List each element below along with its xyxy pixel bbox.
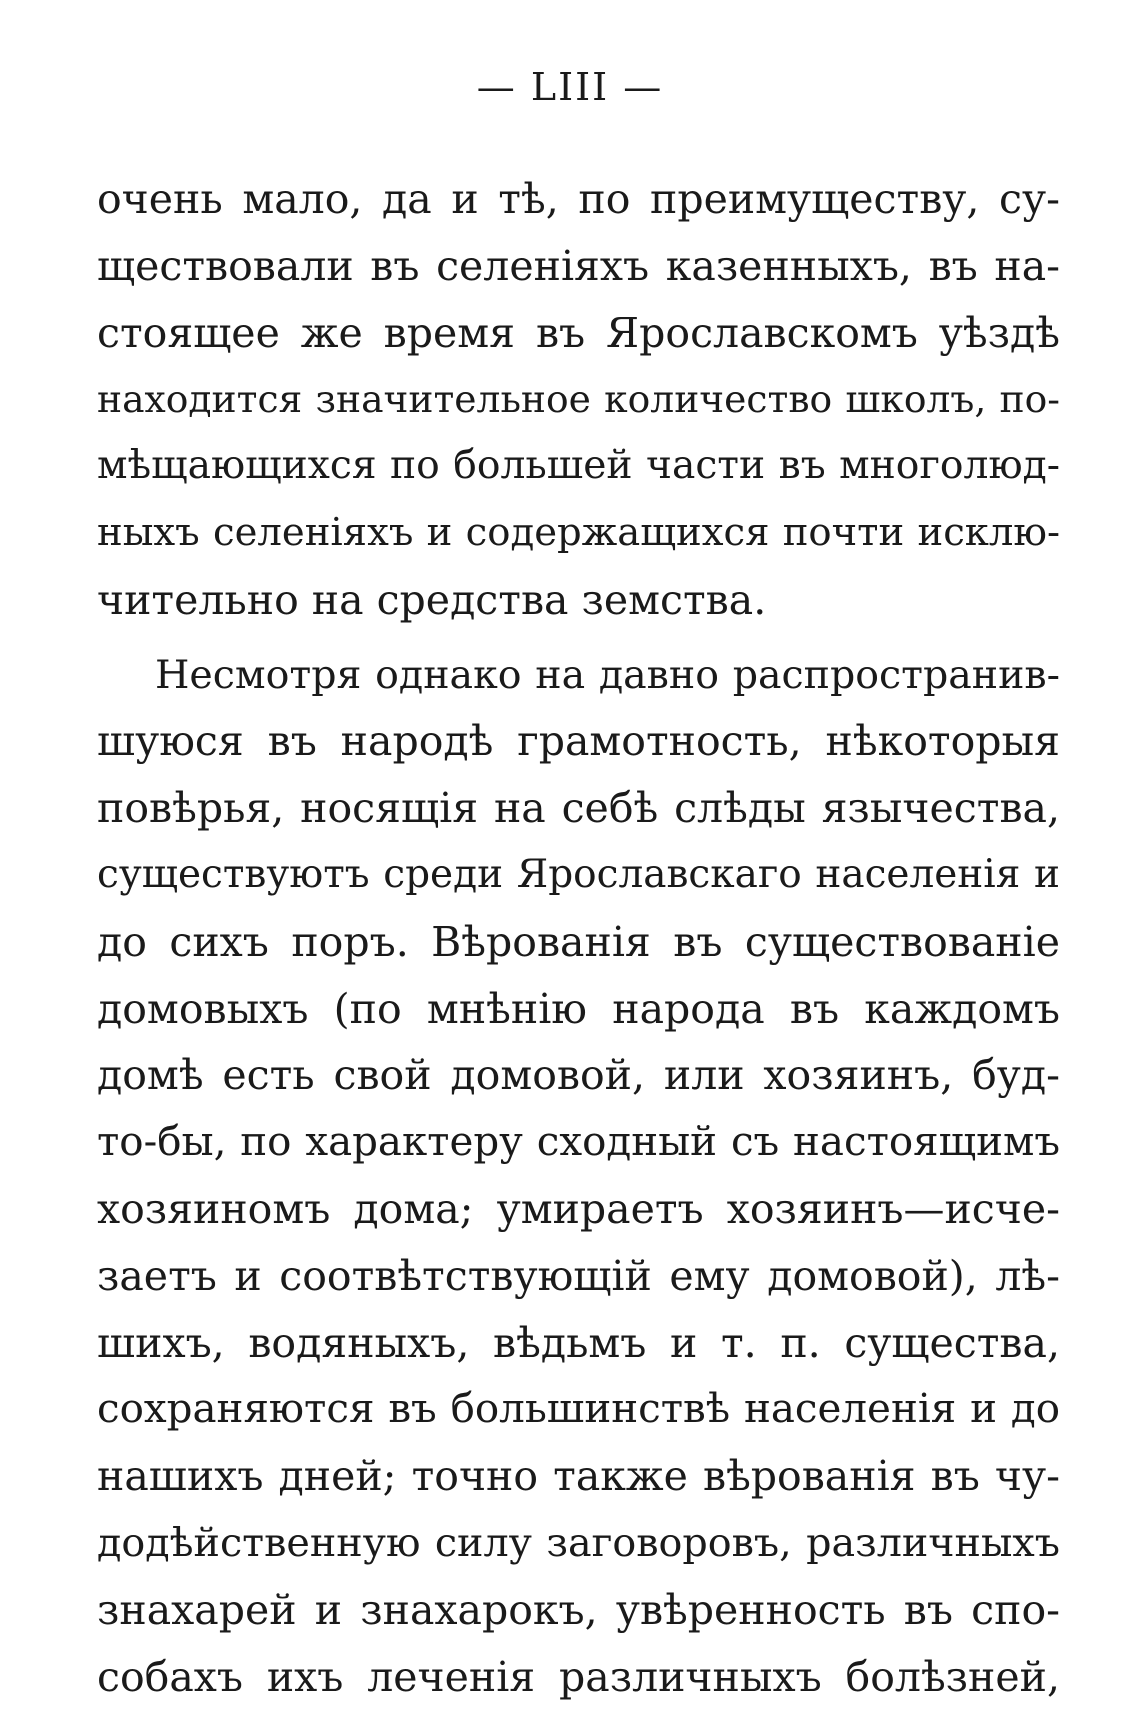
text-line: сохраняются въ большинствѣ населенія и до — [97, 1385, 1060, 1433]
page-number-header: — LIII — — [476, 65, 664, 109]
text-line: нашихъ дней; точно также вѣрованія въ чу- — [97, 1452, 1060, 1501]
text-line: чительно на средства земства. — [97, 575, 767, 624]
text-line: ныхъ селеніяхъ и содержащихся почти исклю- — [97, 509, 1060, 555]
text-line: собахъ ихъ леченія различныхъ болѣзней, — [97, 1652, 1060, 1701]
text-line: додѣйственную силу заговоровъ, различныхъ — [97, 1519, 1060, 1566]
text-line: домовыхъ (по мнѣнію народа въ каждомъ — [97, 984, 1060, 1033]
text-line: шуюся въ народѣ грамотность, нѣкоторыя — [97, 717, 1060, 766]
text-line: существуютъ среди Ярославскаго населенія и — [97, 851, 1060, 897]
text-line: ществовали въ селеніяхъ казенныхъ, въ на- — [97, 241, 1060, 290]
text-line: Несмотря однако на давно распространив- — [155, 651, 1060, 698]
text-line: хозяиномъ дома; умираетъ хозяинъ—исче- — [97, 1184, 1060, 1233]
text-line: находится значительное количество школъ, по- — [97, 377, 1060, 422]
text-line: домѣ есть свой домовой, или хозяинъ, буд- — [97, 1051, 1060, 1100]
paragraph-2 — [97, 642, 1060, 1710]
body-text — [97, 166, 1060, 1710]
text-line: стоящее же время въ Ярославскомъ уѣздѣ — [97, 308, 1060, 357]
text-line: заетъ и соотвѣтствующій ему домовой), лѣ- — [97, 1251, 1060, 1300]
paragraph-1 — [97, 166, 1060, 634]
text-line: до сихъ поръ. Вѣрованія въ существованіе — [97, 917, 1060, 966]
text-line: то-бы, по характеру сходный съ настоящимъ — [97, 1118, 1060, 1166]
text-line: повѣрья, носящія на себѣ слѣды язычества, — [97, 784, 1060, 833]
text-line: знахарей и знахарокъ, увѣренность въ спо- — [97, 1585, 1060, 1634]
text-line: шихъ, водяныхъ, вѣдьмъ и т. п. существа, — [97, 1318, 1060, 1367]
text-line: очень мало, да и тѣ, по преимуществу, су- — [97, 175, 1060, 223]
text-line: мѣщающихся по большей части въ многолюд- — [97, 443, 1060, 489]
